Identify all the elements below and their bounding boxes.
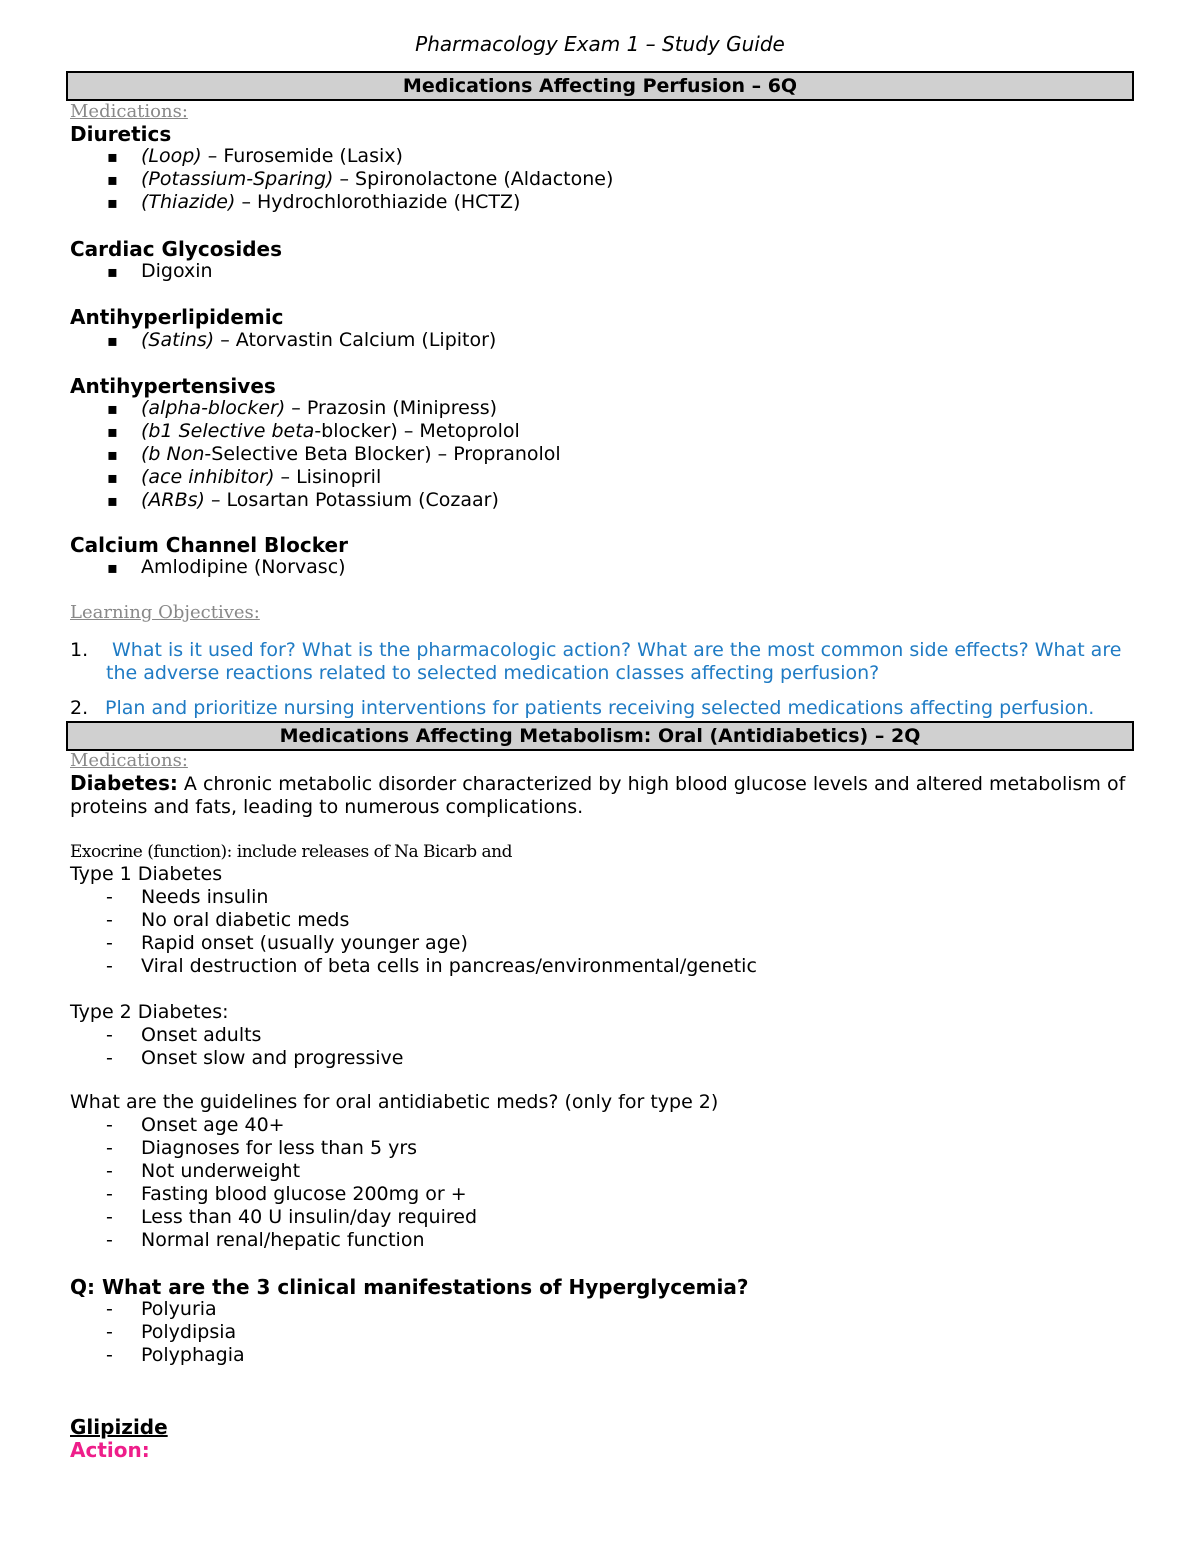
list-item: ▪ (b1 Selective beta-blocker) – Metoprolol — [70, 420, 561, 443]
list-item: ▪ (Satins) – Atorvastin Calcium (Lipitor) — [70, 329, 496, 352]
type2-heading: Type 2 Diabetes: — [70, 1001, 229, 1023]
list-item: - Fasting blood glucose 200mg or + — [70, 1183, 477, 1206]
type2-list — [70, 1024, 403, 1070]
list-item: - Rapid onset (usually younger age) — [70, 932, 757, 955]
list-item: - Less than 40 U insulin/day required — [70, 1206, 477, 1229]
list-item: ▪ (alpha-blocker) – Prazosin (Minipress) — [70, 397, 561, 420]
antihypertensives-list — [70, 397, 561, 512]
action-label: Action: — [70, 1438, 150, 1462]
heading-calcium-channel-blocker: Calcium Channel Blocker — [70, 533, 348, 557]
ccb-list — [70, 556, 346, 579]
list-item: ▪ (Potassium-Sparing) – Spironolactone (Aldactone) — [70, 168, 613, 191]
list-item: ▪ Amlodipine (Norvasc) — [70, 556, 346, 579]
objective-2: 2. Plan and prioritize nursing interventions for patients receiving selected medications affecting perfusion. — [70, 697, 1095, 719]
list-item: - Onset slow and progressive — [70, 1047, 403, 1070]
list-item: - Polyuria — [70, 1298, 245, 1321]
guidelines-list — [70, 1114, 477, 1252]
page-title: Pharmacology Exam 1 – Study Guide — [415, 32, 785, 56]
objective-1: 1. What is it used for? What is the pharmacologic action? What are the most common side effects? What are the adverse reactions related to selected medication classes affecting perfusion? — [70, 639, 1122, 684]
list-item: - Polyphagia — [70, 1344, 245, 1367]
list-item: ▪ Digoxin — [70, 260, 213, 283]
heading-antihyperlipidemic: Antihyperlipidemic — [70, 305, 284, 329]
list-item: - No oral diabetic meds — [70, 909, 757, 932]
cardiac-list — [70, 260, 213, 283]
list-item: - Viral destruction of beta cells in pancreas/environmental/genetic — [70, 955, 757, 978]
list-item: - Diagnoses for less than 5 yrs — [70, 1137, 477, 1160]
list-item: ▪ (ARBs) – Losartan Potassium (Cozaar) — [70, 489, 561, 512]
diuretics-list — [70, 145, 613, 214]
list-item: ▪ (Thiazide) – Hydrochlorothiazide (HCTZ) — [70, 191, 613, 214]
section-banner-metabolism: Medications Affecting Metabolism: Oral (Antidiabetics) – 2Q — [66, 721, 1134, 751]
list-item: - Normal renal/hepatic function — [70, 1229, 477, 1252]
list-item: - Onset age 40+ — [70, 1114, 477, 1137]
list-item: - Not underweight — [70, 1160, 477, 1183]
heading-diuretics: Diuretics — [70, 122, 172, 146]
question-heading: Q: What are the 3 clinical manifestations of Hyperglycemia? — [70, 1275, 749, 1299]
type1-list — [70, 886, 757, 978]
list-item: - Onset adults — [70, 1024, 403, 1047]
list-item: ▪ (ace inhibitor) – Lisinopril — [70, 466, 561, 489]
list-item: - Polydipsia — [70, 1321, 245, 1344]
medications-label: Medications: — [70, 101, 188, 122]
antihyperlipidemic-list — [70, 329, 496, 352]
heading-antihypertensives: Antihypertensives — [70, 374, 276, 398]
glipizide-heading: Glipizide — [70, 1415, 168, 1439]
list-item: ▪ (b Non-Selective Beta Blocker) – Propranolol — [70, 443, 561, 466]
list-item: ▪ (Loop) – Furosemide (Lasix) — [70, 145, 613, 168]
learning-objectives-label: Learning Objectives: — [70, 602, 260, 623]
section-banner-perfusion: Medications Affecting Perfusion – 6Q — [66, 71, 1134, 101]
hyperglycemia-list — [70, 1298, 245, 1367]
type1-heading: Type 1 Diabetes — [70, 863, 223, 885]
list-item: - Needs insulin — [70, 886, 757, 909]
diabetes-definition: Diabetes: A chronic metabolic disorder characterized by high blood glucose levels and altered metabolism of proteins and fats, leading to numerous complications. — [70, 771, 1126, 818]
exocrine-note: Exocrine (function): include releases of Na Bicarb and — [70, 842, 512, 862]
heading-cardiac-glycosides: Cardiac Glycosides — [70, 237, 282, 261]
medications-label-2: Medications: — [70, 750, 188, 771]
guidelines-heading: What are the guidelines for oral antidiabetic meds? (only for type 2) — [70, 1091, 719, 1113]
